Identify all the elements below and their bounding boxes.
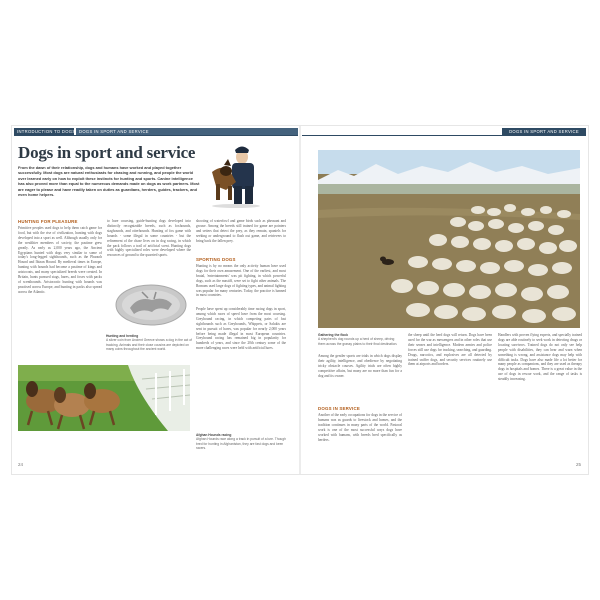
column-3-text: shooting of waterfowl and game birds such as pheasant and grouse. Among the breeds still trained for game are pointers and setters that detect the prey, as they remain, spaniels for seeking or underground to flush out game, and retrievers to bring back the fallen prey. — [196, 219, 286, 243]
header-section-label: INTRODUCTION TO DOGS — [14, 128, 74, 135]
ancient-coin-photo — [112, 282, 190, 328]
sheep-caption — [318, 333, 402, 351]
sporting-heading: SPORTING DOGS — [196, 257, 236, 262]
page-number-right: 25 — [576, 462, 582, 467]
racing-caption-title: Afghan Hounds racing — [196, 433, 232, 437]
column-2-text: to hare coursing, guide-hunting dogs developed into distinctly recognizable breeds, such as foxhounds, staghounds, and otterhounds. Hunting of fox game with hounds - some illegal in some countries - but the refinement of the chase lives on in dog racing, in which the pack follows a trail of artificial scent. Hunting dogs with highly specialized roles were developed where the resources of ground to the quarried sports. — [107, 219, 191, 258]
hunting-heading: HUNTING FOR PLEASURE — [18, 219, 78, 224]
page-gutter — [299, 126, 301, 474]
header-rule-right — [302, 135, 586, 136]
column-6-text: Handlers with proven flying experts, and specially trained dogs are able routinely to seek work in detecting drugs or locating survivors. Trained dogs do not only see help people with disabilities, they can hear and warn when something is wrong, and assistance dogs may help with difficult tasks. Dogs have also made life a lot better for many people as companions, and they are used as therapy dogs in hospitals and homes. There is a great value in the use of dogs in rescue work, and the range of tasks is steadily increasing. — [498, 333, 582, 382]
sheep-caption-title: Gathering the flock — [318, 333, 349, 337]
intro-paragraph: From the dawn of their relationship, dogs and humans have worked and played together successfully. Most dogs are natural enthusiasts for chasing and running, and people the world over learned early on how to exploit these instincts for hunting and sports. Canine intelligence has also proved more than equal to the numerous demands made on dogs as work partners. Most are eager to please and have readily taken on duties as guardians, herders, guides, trackers, and even home helpers. — [18, 165, 200, 198]
header-rule-left — [14, 135, 298, 136]
column-5-text: the sheep until the herd dogs will return. Dogs have been used for the war as messengers and in other roles that use their senses and intelligence. Modern armies and police forces still use dogs for tracking, searching, and guarding. Drugs, narcotics, and explosives are all detected by trained sniffer dogs, and security services routinely use them at airports and borders. — [408, 333, 492, 367]
header-topic-label-right: DOGS IN SPORT AND SERVICE — [502, 128, 586, 135]
column-4-text: Among the gentler sports are trials in which dogs display their agility, intelligence, and obedience by negotiating tricky obstacle courses. Agility trials are often highly competitive affairs, but many are no more than fun for a dog and its owner. — [318, 354, 402, 378]
column-3-sporting-text: Hunting is by no means the only activity human have used dogs for their own amusement. One of the earliest, and most brutal, 'entertainments' was pit fighting, in which powerful dogs, such as the mastiff, were set to fight other animals. The Romans used large dogs of fighting types, and animal fighting was popular for many centuries. Today, the practice is banned in most countries. — [196, 264, 286, 298]
afghan-hounds-racing-photo — [18, 365, 190, 431]
column-1-text: Primitive peoples used dogs to help them catch game for food, but with the rise of civilization, hunting with dogs developed into a sport as well. Although usually only for the wealthier members of society, the pastime grew greatly. As early as 2,000 years ago, the Ancient Egyptians hunted with dogs very similar to some of today's long-legged sighthounds, such as the Pharaoh Hound and Ibizan Hound. By medieval times in Europe, hunting with hounds had become a pastime of kings and aristocrats, and many specialized breeds were created. In Britain, hunts pursued stags, hares, and foxes with packs of scenthounds. Aristocratic hunting with hounds was practised across Europe, and hunting in packs also spread across the Atlantic. — [18, 226, 102, 294]
coin-caption-text: A silver coin from Ancient Greece shows a dog in the act of tracking. Animals and their close cousins are depicted on many coins throughout the ancient world. — [106, 338, 192, 351]
sheep-caption-text: A shepherd's dog rounds up a herd of sheep, driving them across the grassy plains to their final destination. — [318, 337, 398, 346]
column-3-more-text: People have spent up considerably time racing dogs in sport, among which races of speed have from the most coursing. Greyhound racing, in which competing pairs of fast sighthounds such as Greyhounds, Whippets, or Salukis are sent in pursuit of hares, was popular for nearly 2,000 years before being made illegal in most European countries. Greyhound racing has remained big in popularity for hundreds of years, and since the 20th century some of the more challenging races were held with artificial lures. — [196, 307, 286, 351]
police-dog-photo — [206, 140, 266, 210]
service-heading: DOGS IN SERVICE — [318, 406, 360, 411]
racing-caption — [196, 433, 286, 455]
column-4-service-text: Another of the early occupations for dogs in the service of humans was as guards to livestock and homes, and the tradition continues in many parts of the world. Pastoral work is one of the most successful ways dogs have worked with humans, with breeds bred specifically as herders. — [318, 413, 402, 442]
sheep-herding-photo — [318, 150, 580, 328]
coin-caption — [106, 334, 192, 360]
header-topic-label-left: DOGS IN SPORT AND SERVICE — [76, 128, 298, 135]
coin-caption-title: Hunting and herding — [106, 334, 139, 338]
racing-caption-text: Afghan Hounds race along a track in pursuit of a lure. Though bred for hunting in Afghanistan, they are fast dogs and keen racers. — [196, 437, 286, 450]
page-title: Dogs in sport and service — [18, 143, 196, 162]
page-number-left: 24 — [18, 462, 24, 467]
